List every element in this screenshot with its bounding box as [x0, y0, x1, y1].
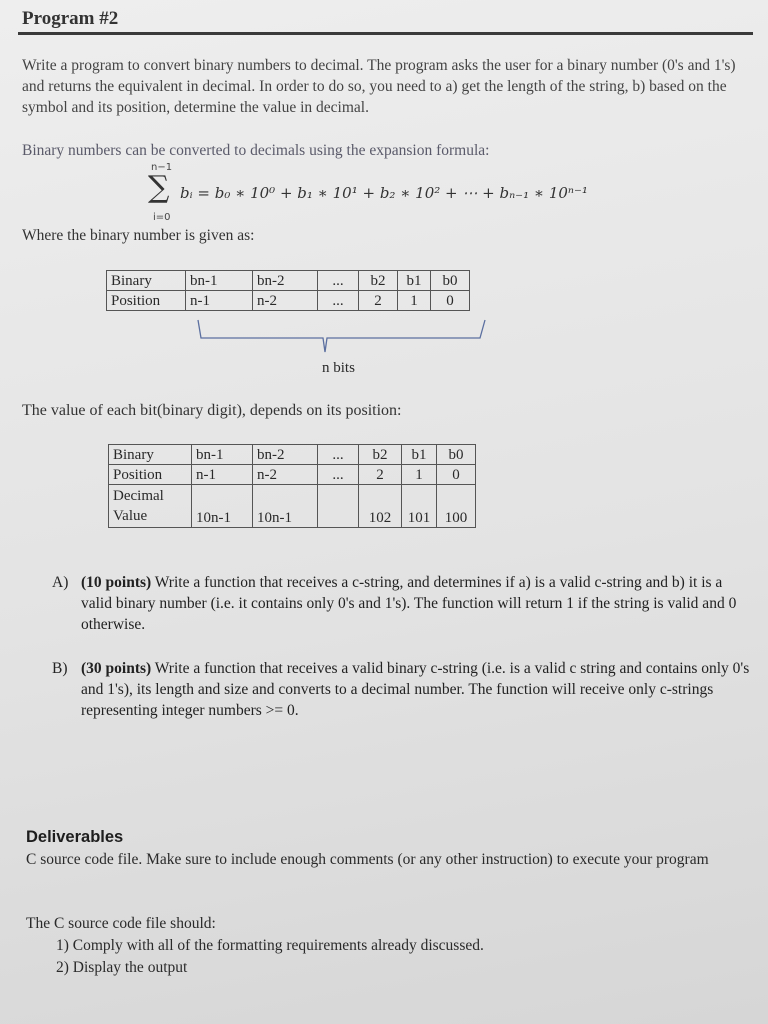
- table-row: [107, 291, 470, 311]
- table-cell: bn-2: [253, 445, 318, 465]
- deliverables-text: C source code file. Make sure to include enough comments (or any other instruction) to execute your program: [26, 851, 709, 868]
- table-cell: 0: [437, 465, 476, 485]
- table-cell: ...: [318, 445, 359, 465]
- table-row: [107, 271, 470, 291]
- n-bits-label: n bits: [322, 360, 355, 376]
- table-cell: [318, 485, 359, 528]
- sum-lower-limit: i=0: [153, 212, 171, 223]
- table-cell: 101: [402, 485, 437, 528]
- intro-paragraph: Write a program to convert binary numbers to decimal. The program asks the user for a binary number (0's and 1's) and returns the equivalent in decimal. In order to do so, you need to a) get the length of the string, b) based on the symbol and its position, determine the value in decimal.: [22, 57, 736, 116]
- table-cell: ...: [318, 271, 359, 291]
- table-cell: b0: [437, 445, 476, 465]
- table-cell: n-1: [192, 465, 253, 485]
- table-cell: Position: [107, 291, 186, 311]
- bit-value-text: The value of each bit(binary digit), depends on its position:: [22, 402, 402, 419]
- expansion-formula: bᵢ = b₀ ∗ 10⁰ + b₁ ∗ 10¹ + b₂ ∗ 10² + ⋯ + bₙ₋₁ ∗ 10ⁿ⁻¹: [180, 184, 588, 202]
- table-cell: Binary: [107, 271, 186, 291]
- table-cell: b0: [431, 271, 470, 291]
- table-cell: n-2: [253, 465, 318, 485]
- table-cell: b2: [359, 445, 402, 465]
- table-cell: 2: [359, 291, 398, 311]
- question-label: B): [52, 660, 68, 677]
- table-cell: ...: [318, 291, 359, 311]
- question-points: (10 points): [81, 574, 152, 591]
- table-cell: ...: [318, 465, 359, 485]
- binary-position-table: [106, 270, 470, 311]
- question-text: Write a function that receives a valid binary c-string (i.e. is a valid c string and contains only 0's and 1's), its length and size and converts to a decimal number. The function will receive only c-strings representing integer numbers >= 0.: [81, 660, 750, 719]
- table-cell: bn-1: [186, 271, 253, 291]
- table-row: [109, 445, 476, 465]
- table-cell: n-2: [253, 291, 318, 311]
- table-cell: 0: [431, 291, 470, 311]
- question-a: [52, 572, 757, 635]
- question-label: A): [52, 574, 69, 591]
- table-cell: b1: [398, 271, 431, 291]
- deliverables-should: The C source code file should:: [26, 915, 216, 932]
- table-cell: 10n-1: [192, 485, 253, 528]
- list-item: 2) Display the output: [56, 959, 188, 976]
- table-cell: 2: [359, 465, 402, 485]
- sigma-symbol: ∑: [148, 170, 170, 205]
- table-cell: 100: [437, 485, 476, 528]
- n-bits-brace: [195, 318, 495, 358]
- table-row: [109, 465, 476, 485]
- table-cell: Decimal Value: [109, 485, 192, 528]
- table-cell: 102: [359, 485, 402, 528]
- page-title: Program #2: [22, 8, 119, 29]
- deliverables-heading: Deliverables: [26, 828, 124, 846]
- table-cell: bn-1: [192, 445, 253, 465]
- decimal-value-table: [108, 444, 476, 528]
- table-row: [109, 485, 476, 528]
- expansion-text: Binary numbers can be converted to decimals using the expansion formula:: [22, 142, 490, 159]
- sum-upper-limit: n−1: [151, 162, 173, 173]
- where-text: Where the binary number is given as:: [22, 227, 255, 244]
- table-cell: 1: [402, 465, 437, 485]
- table-cell: n-1: [186, 291, 253, 311]
- question-text: Write a function that receives a c-string, and determines if a) is a valid c-string and b) it is a valid binary number (i.e. it contains only 0's and 1's). The function will return 1 if the string is valid and 0 otherwise.: [81, 574, 737, 633]
- table-cell: bn-2: [253, 271, 318, 291]
- table-cell: 1: [398, 291, 431, 311]
- table-cell: Position: [109, 465, 192, 485]
- table-cell: Binary: [109, 445, 192, 465]
- question-points: (30 points): [81, 660, 152, 677]
- question-b: [52, 658, 757, 721]
- table-cell: b2: [359, 271, 398, 291]
- title-rule: [18, 32, 753, 35]
- table-cell: b1: [402, 445, 437, 465]
- list-item: 1) Comply with all of the formatting requirements already discussed.: [56, 937, 484, 954]
- table-cell: 10n-1: [253, 485, 318, 528]
